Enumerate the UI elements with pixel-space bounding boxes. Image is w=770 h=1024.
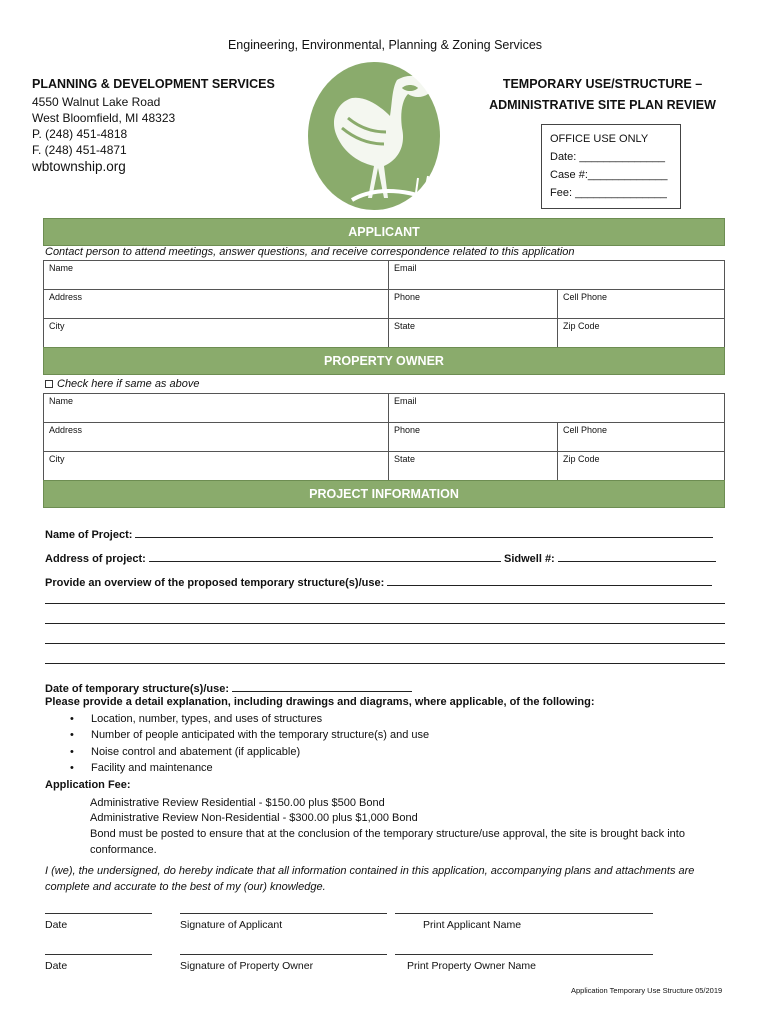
org-address-line2: West Bloomfield, MI 48323 [32, 111, 176, 125]
owner-heading: PROPERTY OWNER [43, 347, 725, 375]
applicant-zip-field[interactable] [558, 319, 725, 348]
project-address-label: Address of project: [45, 553, 146, 565]
applicant-email-label: Email [394, 263, 417, 273]
office-use-fee: Fee: _______________ [550, 187, 667, 199]
org-website[interactable]: wbtownship.org [32, 159, 126, 174]
project-heading: PROJECT INFORMATION [43, 480, 725, 508]
list-item: • Noise control and abatement (if applicable) [70, 744, 429, 760]
office-use-date: Date: ______________ [550, 151, 665, 163]
form-title-line2: ADMINISTRATIVE SITE PLAN REVIEW [489, 98, 716, 112]
owner-name-label: Name [49, 396, 74, 406]
applicant-phone-field[interactable] [389, 290, 558, 319]
fee-label: Application Fee: [45, 779, 131, 791]
applicant-address-field[interactable] [44, 290, 389, 319]
applicant-note: Contact person to attend meetings, answer questions, and receive correspondence related to this application [45, 246, 575, 258]
org-fax: F. (248) 451-4871 [32, 143, 127, 157]
overview-line-3[interactable] [45, 643, 725, 644]
overview-label: Provide an overview of the proposed temporary structure(s)/use: [45, 577, 385, 589]
owner-phone-field[interactable] [389, 423, 558, 452]
owner-table [43, 393, 725, 481]
detail-list [70, 711, 429, 776]
applicant-heading: APPLICANT [43, 218, 725, 246]
owner-address-field[interactable] [44, 423, 389, 452]
date2-label: Date [45, 960, 68, 972]
same-as-above-label: Check here if same as above [57, 378, 200, 390]
overview-input[interactable] [387, 575, 712, 586]
form-title-line1: TEMPORARY USE/STRUCTURE – [502, 77, 703, 91]
applicant-cell-field[interactable] [558, 290, 725, 319]
owner-cell-field[interactable] [558, 423, 725, 452]
sidwell-input[interactable] [558, 551, 716, 562]
project-name-label: Name of Project: [45, 529, 133, 541]
top-service-line: Engineering, Environmental, Planning & Zoning Services [227, 38, 543, 52]
project-name-input[interactable] [135, 527, 713, 538]
project-address-row [45, 551, 716, 565]
applicant-email-field[interactable] [389, 261, 725, 290]
applicant-city-field[interactable] [44, 319, 389, 348]
date1-line[interactable] [45, 913, 152, 914]
overview-line-1[interactable] [45, 603, 725, 604]
date1-label: Date [45, 919, 68, 931]
applicant-name-label: Name [49, 263, 74, 273]
sig-applicant-label: Signature of Applicant [180, 919, 283, 931]
bond-note-line1: Bond must be posted to ensure that at the conclusion of the temporary structure/use approval, the site is brought back into [90, 828, 685, 840]
owner-city-field[interactable] [44, 452, 389, 481]
fee-nonresidential: Administrative Review Non-Residential - $300.00 plus $1,000 Bond [90, 812, 418, 824]
same-as-above-checkbox[interactable] [45, 380, 53, 388]
list-item: • Number of people anticipated with the temporary structure(s) and use [70, 727, 429, 743]
certification-text: I (we), the undersigned, do hereby indicate that all information contained in this application, accompanying plans and attachments are complete and accurate to the best of my (our) knowledge. [45, 865, 695, 893]
same-as-above-row [45, 378, 199, 390]
owner-state-field[interactable] [389, 452, 558, 481]
owner-cell-label: Cell Phone [563, 425, 608, 435]
applicant-state-label: State [394, 321, 416, 331]
print-owner-label: Print Property Owner Name [407, 960, 536, 972]
sidwell-label: Sidwell #: [503, 553, 555, 565]
list-item: • Location, number, types, and uses of structures [70, 711, 429, 727]
overview-row [45, 575, 712, 589]
project-address-input[interactable] [149, 551, 501, 562]
project-name-row [45, 527, 713, 541]
print-owner-line[interactable] [395, 954, 653, 955]
form-title [470, 74, 735, 116]
org-phone: P. (248) 451-4818 [32, 127, 128, 141]
owner-state-label: State [394, 454, 416, 464]
office-use-case: Case #:_____________ [550, 169, 668, 181]
sig-applicant-line[interactable] [180, 913, 387, 914]
owner-email-field[interactable] [389, 394, 725, 423]
overview-line-4[interactable] [45, 663, 725, 664]
date-label: Date of temporary structure(s)/use: [45, 683, 229, 695]
date2-line[interactable] [45, 954, 152, 955]
org-name: PLANNING & DEVELOPMENT SERVICES [32, 77, 275, 91]
applicant-cell-label: Cell Phone [563, 292, 608, 302]
owner-address-label: Address [49, 425, 83, 435]
owner-email-label: Email [394, 396, 417, 406]
list-item: • Facility and maintenance [70, 760, 429, 776]
footer-form-id: Application Temporary Use Structure 05/2019 [571, 986, 723, 995]
owner-zip-label: Zip Code [563, 454, 600, 464]
date-row [45, 681, 412, 695]
applicant-table [43, 260, 725, 348]
applicant-address-label: Address [49, 292, 83, 302]
print-applicant-label: Print Applicant Name [423, 919, 522, 931]
fee-residential: Administrative Review Residential - $150.00 plus $500 Bond [90, 797, 385, 809]
heron-logo-icon [302, 58, 452, 218]
detail-label: Please provide a detail explanation, including drawings and diagrams, where applicable, of the following: [45, 696, 595, 708]
print-applicant-line[interactable] [395, 913, 653, 914]
overview-line-2[interactable] [45, 623, 725, 624]
sig-owner-line[interactable] [180, 954, 387, 955]
owner-phone-label: Phone [394, 425, 421, 435]
office-use-title: OFFICE USE ONLY [550, 133, 649, 145]
owner-name-field[interactable] [44, 394, 389, 423]
applicant-state-field[interactable] [389, 319, 558, 348]
owner-city-label: City [49, 454, 65, 464]
applicant-city-label: City [49, 321, 65, 331]
owner-zip-field[interactable] [558, 452, 725, 481]
org-address-line1: 4550 Walnut Lake Road [32, 95, 161, 109]
applicant-zip-label: Zip Code [563, 321, 600, 331]
applicant-phone-label: Phone [394, 292, 421, 302]
date-input[interactable] [232, 681, 412, 692]
office-use-box [541, 124, 681, 209]
applicant-name-field[interactable] [44, 261, 389, 290]
sig-owner-label: Signature of Property Owner [180, 960, 314, 972]
bond-note-line2: conformance. [90, 844, 157, 856]
